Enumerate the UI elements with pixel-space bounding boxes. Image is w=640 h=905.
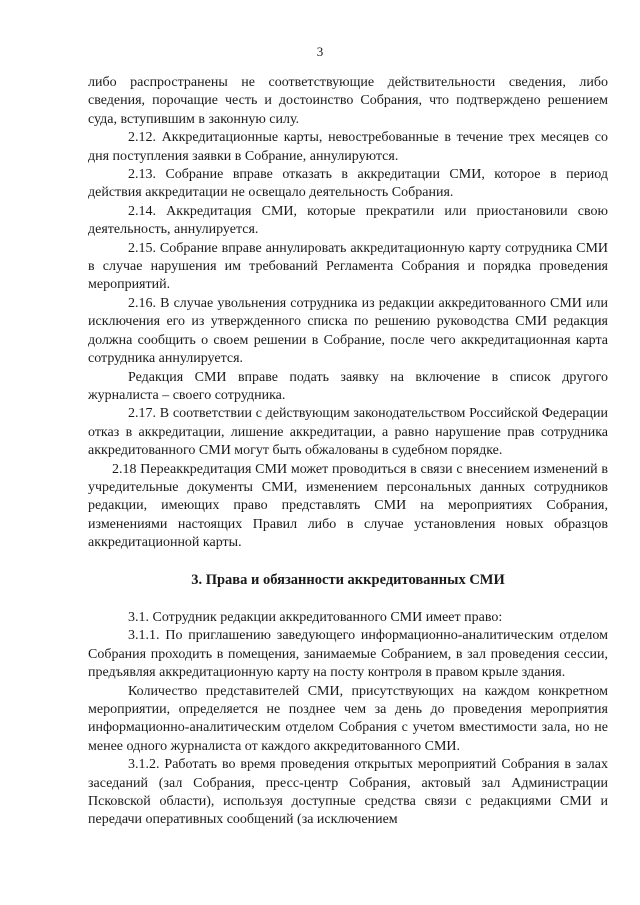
paragraph-p-2-13: 2.13. Собрание вправе отказать в аккредитации СМИ, которое в период действия аккредитации не освещало деятельность Собрания. <box>88 167 608 201</box>
paragraph-p-3-1-1: 3.1.1. По приглашению заведующего информационно-аналитическим отделом Собрания проходить в помещения, занимаемые Собранием, в зал проведения сессии, предъявляя аккредитационную карту на посту контроля в правом крыле здания. <box>88 628 608 681</box>
paragraph-p-3-1-1b: Количество представителей СМИ, присутствующих на каждом конкретном мероприятии, определяется не позднее чем за день до проведения мероприятия информационно-аналитическим отделом Собрания с учетом вместимости зала, но не менее одного журналиста от каждого аккредитованного СМИ. <box>88 683 608 754</box>
paragraph-p-3-1-2: 3.1.2. Работать во время проведения открытых мероприятий Собрания в залах заседаний (зал Собрания, пресс-центр Собрания, актовый зал Администрации Псковской области), используя доступные средства связи с редакциями СМИ и передачи оперативных сообщений (за исключением <box>88 757 608 828</box>
paragraph-p-2-15: 2.15. Собрание вправе аннулировать аккредитационную карту сотрудника СМИ в случае нарушения им требований Регламента Собрания и порядка проведения мероприятий. <box>88 240 608 293</box>
paragraph-p-2-17: 2.17. В соответствии с действующим законодательством Российской Федерации отказ в аккредитации, лишение аккредитации, а равно нарушение прав сотрудника аккредитованного СМИ могут быть обжалованы в судебном порядке. <box>88 406 608 459</box>
paragraph-p-2-16: 2.16. В случае увольнения сотрудника из редакции аккредитованного СМИ или исключения его из утвержденного списка по решению руководства СМИ редакция должна сообщить о своем решении в Собрание, после чего аккредитационная карта сотрудника аннулируется. <box>88 295 608 367</box>
paragraphs-after <box>88 609 608 830</box>
paragraph-p-cont: либо распространены не соответствующие действительности сведения, либо сведения, порочащие честь и достоинство Собрания, что подтверждено решением суда, вступившим в законную силу. <box>88 75 608 127</box>
paragraph-p-3-1: 3.1. Сотрудник редакции аккредитованного СМИ имеет право: <box>128 609 503 625</box>
paragraph-p-2-12: 2.12. Аккредитационные карты, невостребованные в течение трех месяцев со дня поступления заявки в Собрание, аннулируются. <box>88 130 608 164</box>
document-body <box>88 74 608 830</box>
paragraph-p-2-14: 2.14. Аккредитация СМИ, которые прекратили или приостановили свою деятельность, аннулируется. <box>88 203 608 238</box>
paragraph-p-2-18: 2.18 Переаккредитация СМИ может проводиться в связи с внесением изменений в учредительные документы СМИ, изменением персональных данных сотрудников редакции, имеющих право представлять СМИ на мероприятиях Собрания, изменениями настоящих Правил либо в случае установления новых образцов аккредитационной карты. <box>88 461 608 551</box>
paragraphs-before <box>88 74 608 553</box>
paragraph-p-2-16b: Редакция СМИ вправе подать заявку на включение в список другого журналиста – своего сотрудника. <box>88 369 608 403</box>
page-number: 3 <box>316 44 324 59</box>
section-heading: 3. Права и обязанности аккредитованных СМИ <box>191 571 505 588</box>
